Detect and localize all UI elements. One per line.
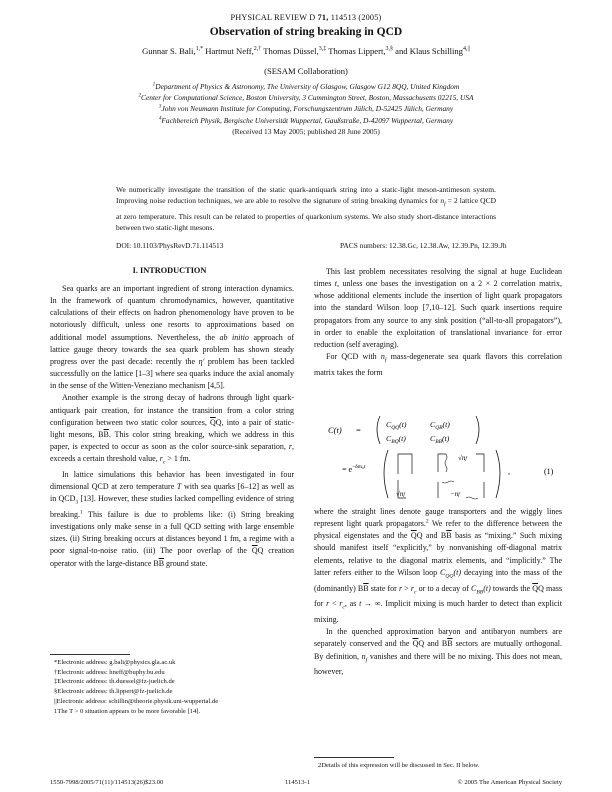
right-column-top <box>314 266 562 379</box>
paragraph-right-4: In the quenched approximation baryon and antibaryon numbers are separately conserved and the $\overline{Q}Q$ and $B\overline{B}$ sectors are mutually orthogonal. By definition, $n_f$ vanishes and there will be no mixing. This does not mean, however, <box>314 627 562 677</box>
svg-text:,: , <box>508 467 510 476</box>
footer-page: 114513-1 <box>285 779 311 786</box>
equation-1 <box>314 408 564 502</box>
running-header: PHYSICAL REVIEW D 71, 114513 (2005) <box>230 13 382 22</box>
equation-number: (1) <box>544 467 554 476</box>
footer-issn: 1550-7998/2005/71(11)/114513(26)$23.00 <box>50 779 164 786</box>
footer-copyright: © 2005 The American Physical Society <box>457 779 562 786</box>
affiliation-3: $^3$John von Neumann Institute for Computing, Forschungszentrum Jülich, D-52425 Jülich, Germany <box>158 103 454 114</box>
paper-title: Observation of string breaking in QCD <box>209 26 403 38</box>
affiliation-2: $^2$Center for Computational Science, Boston University, 3 Cummington Street, Boston, Massachusetts 02215, USA <box>138 92 474 103</box>
footnote-email-duessel: ‡Electronic address: th.duessel@fz-juelich.de <box>54 678 175 686</box>
affiliation-1: $^1$Department of Physics & Astronomy, The University of Glasgow, Glasgow G12 8QQ, United Kingdom <box>152 81 460 91</box>
received-date: (Received 13 May 2005; published 28 June 2005) <box>232 126 380 136</box>
matrix-cqb: $C_{QB}(t)$ <box>430 420 450 431</box>
footnote-1: 1The T > 0 situation appears to be more favorable [14]. <box>54 707 201 715</box>
footnote-email-bali: *Electronic address: g.bali@physics.gla.ac.uk <box>54 659 176 666</box>
affiliations <box>0 81 612 137</box>
doi[interactable]: DOI: 10.1103/PhysRevD.71.114513 <box>116 241 224 250</box>
matrix-cbb: $C_{BB}(t)$ <box>430 434 450 445</box>
section-heading: I. INTRODUCTION <box>132 266 207 275</box>
matrix-cbq: $C_{BQ}(t)$ <box>386 434 406 445</box>
eq-prefactor: = $e^{-\delta m_0t}$ <box>342 464 366 474</box>
footnote-email-schilling: ||Electronic address: schillin@theorie.physik.uni-wuppertal.de <box>54 697 219 705</box>
eq-lhs: C(t) <box>328 425 342 435</box>
paragraph-right-2: For QCD with $n_f$ mass-degenerate sea quark flavors this correlation matrix takes the form <box>314 352 563 377</box>
factor-sqrt-nf-12: √nf <box>458 454 467 462</box>
footnotes-left <box>50 658 300 716</box>
factor-sqrt-nf-21: √nf <box>396 490 405 498</box>
matrix-cqq: $C_{QQ}(t)$ <box>386 420 407 431</box>
wilson-loop-diagram <box>398 454 412 474</box>
paragraph-intro-3: In lattice simulations this behavior has been investigated in four dimensional QCD at zero temperature T with sea quarks [6–12] as well as in $QCD_3$ [13]. However, these studies lacked compelling evidence of string breaking.$^1$ This failure is due to problems like: (i) String breaking investigations only make sense in a full QCD setting with large ensemble sizes. (ii) String breaking occurs at distances beyond 1 fm, a regime with a poor signal-to-noise ratio. (iii) The poor overlap of the $\overline{Q}Q$ creation operator with the large-distance $B\overline{B}$ ground state. <box>50 469 295 568</box>
abstract: We numerically investigate the transition of the static quark-antiquark string into a static-light meson-antimeson system. Improving noise reduction techniques, we are able to resolve the signature of string breaking dynamics for $n_f = 2$ lattice QCD at zero temperature. This result can be related to properties of quarkonium systems. We also study short-distance interactions between two static-light mesons. <box>116 185 496 233</box>
paragraph-intro-2: Another example is the strong decay of hadrons through light quark-antiquark pair creation, for instance the transition from a color string configuration between two static color sources, $\overline{Q}Q$, into a pair of static-light mesons, $B\overline{B}$. This color string breaking, which we address in this paper, is expected to occur as soon as the color source-sink separation, r, exceeds a certain threshold value, $r_c > 1$ fm. <box>50 393 295 466</box>
author-list: Gunnar S. Bali,$^{1,*}$ Hartmut Neff,$^{2,\dagger}$ Thomas Düssel,$^{3,\ddagger}$ Thomas Lippert,$^{3,\S}$ and Klaus Schilling$^{4,||}$ <box>142 46 470 56</box>
footnote-email-lippert: §Electronic address: th.lippert@fz-juelich.de <box>54 688 173 696</box>
collaboration: (SESAM Collaboration) <box>264 66 348 76</box>
left-column <box>50 283 294 570</box>
affiliation-4: $^4$Fachbereich Physik, Bergische Universität Wuppertal, Gaußstraße, D-42097 Wuppertal, Germany <box>158 115 454 125</box>
footnote-email-neff: †Electronic address: hneff@buphy.bu.edu <box>54 668 165 676</box>
footnote-rule-right <box>314 757 394 758</box>
paragraph-right-1: This last problem necessitates resolving the signal at huge Euclidean times t, unless one bases the investigation on a 2 × 2 correlation matrix, whose additional elements include the insertion of light quark propagators into the standard Wilson loop [7,10–12]. Such quark insertions require propagators from any source to any sink position (“all-to-all propagators”), in order to enable the exploitation of translational invariance for error reduction (self averaging). <box>314 267 562 349</box>
footnote-rule <box>50 654 130 655</box>
footnote-2: 2Details of this expression will be discussed in Sec. II below. <box>318 762 480 769</box>
pacs-numbers: PACS numbers: 12.38.Gc, 12.38.Aw, 12.39.Pn, 12.39.Jh <box>340 241 507 250</box>
paragraph-intro-1: Sea quarks are an important ingredient of strong interaction dynamics. In the framework of quantum chromodynamics, however, quantitative calculations of their effects on hadron phenomenology have proven to be notoriously difficult, unless one resorts to approximations based on additional model assumptions. Nevertheless, the ab initio approach of lattice gauge theory towards the sea quark problem has shown steady progress over the past decade: recently the η′ problem has been tackled successfully on the lattice [1–3] where sea quarks induce the axial anomaly in the sense of the Witten-Veneziano mechanism [4,5]. <box>50 284 295 391</box>
factor-minus-nf: −nf <box>450 490 460 498</box>
eq-equals: = <box>356 425 361 435</box>
right-column-bottom <box>314 506 562 678</box>
paragraph-right-3: where the straight lines denote gauge transporters and the wiggly lines represent light quark propagators.$^2$ We refer to the difference between the physical eigenstates and the $\overline{Q}Q$ and $B\overline{B}$ basis as “mixing.” Such mixing should manifest itself “explicitly,” by nonvanishing off-diagonal matrix elements, relative to the diagonal matrix elements, and “implicitly.” The latter refers either to the Wilson loop $C_{QQ}(t)$ decaying into the mass of the (dominantly) $B\overline{B}$ state for $r > r_c$ or to a decay of $C_{BB}(t)$ towards the $\overline{Q}Q$ mass for $r < r_c$, as t → ∞. Implicit mixing is much harder to detect than explicit mixing. <box>314 507 563 625</box>
